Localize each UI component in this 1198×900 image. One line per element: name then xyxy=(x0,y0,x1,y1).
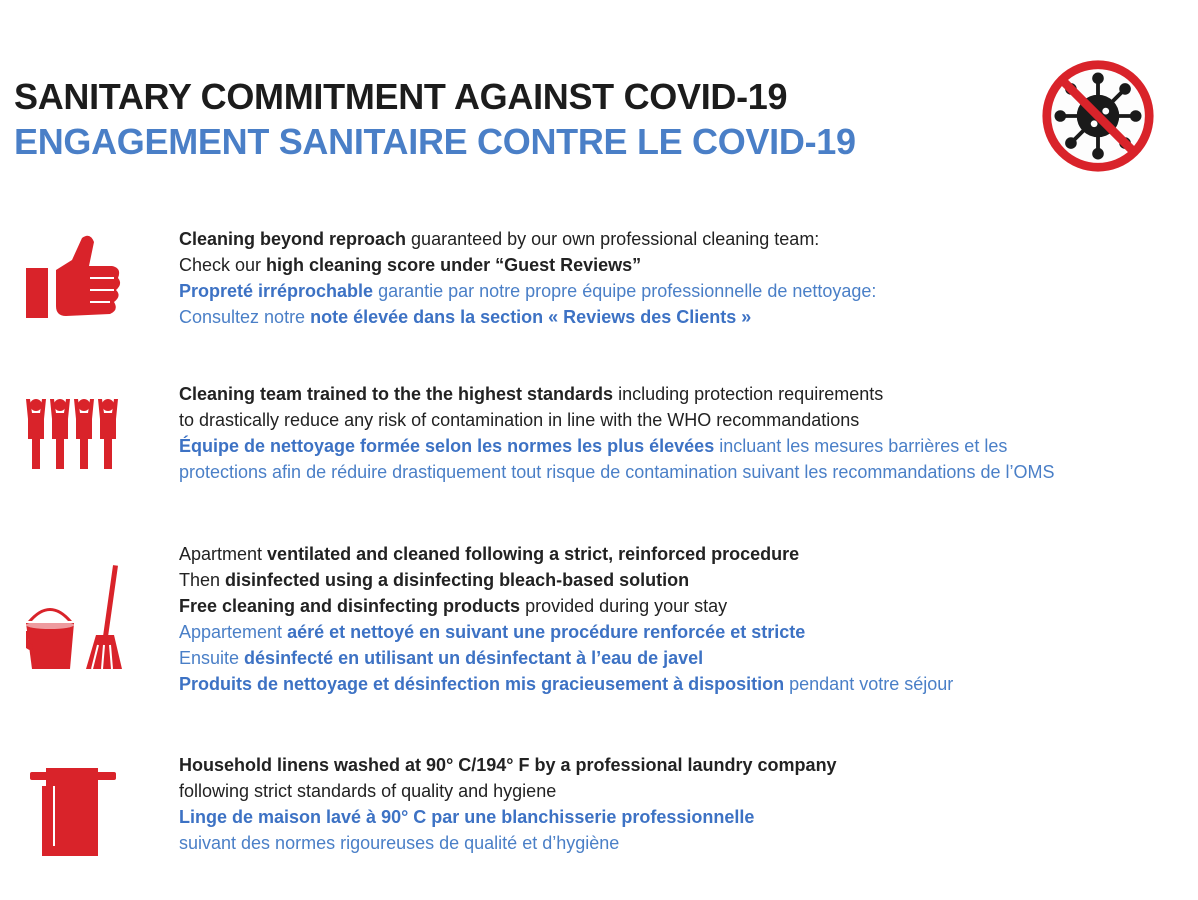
text-span: Apartment xyxy=(179,544,268,564)
text-bold: Cleaning team trained to the the highest standards xyxy=(179,384,614,404)
text-bold: Household linens washed at 90° C/194° F by a professional laundry company xyxy=(179,755,837,775)
text-bold: ventilated and cleaned following a strict, reinforced procedure xyxy=(267,544,800,564)
text-span: Consultez notre xyxy=(179,307,311,327)
text-line xyxy=(179,541,953,567)
text-line xyxy=(179,278,876,304)
text-line xyxy=(179,252,876,278)
text-span: including protection requirements xyxy=(613,384,884,404)
towel-icon xyxy=(30,762,118,858)
text-bold: high cleaning score under “Guest Reviews” xyxy=(266,255,642,275)
text-bold: Propreté irréprochable xyxy=(179,281,374,301)
text-line xyxy=(179,407,1054,433)
text-line xyxy=(179,830,837,856)
text-span: pendant votre séjour xyxy=(784,674,954,694)
title-english: SANITARY COMMITMENT AGAINST COVID-19 xyxy=(14,76,788,117)
text-line xyxy=(179,304,876,330)
bucket-mop-icon xyxy=(26,565,122,673)
text-bold: désinfecté en utilisant un désinfectant à l’eau de javel xyxy=(244,648,704,668)
text-line xyxy=(179,752,837,778)
text-line xyxy=(179,381,1054,407)
text-span: protections afin de réduire drastiquement tout risque de contamination suivant les recommandations de l’OMS xyxy=(179,462,1055,482)
text-bold: Linge de maison lavé à 90° C par une blanchisserie professionnelle xyxy=(179,807,755,827)
text-line xyxy=(179,593,953,619)
section-text xyxy=(179,541,953,697)
no-virus-icon xyxy=(1040,58,1156,174)
text-line xyxy=(179,459,1054,485)
text-span: guaranteed by our own professional cleaning team: xyxy=(406,229,820,249)
text-line xyxy=(179,671,953,697)
text-line xyxy=(179,645,953,671)
text-span: following strict standards of quality and hygiene xyxy=(179,781,557,801)
text-span: Ensuite xyxy=(179,648,245,668)
text-span: incluant les mesures barrières et les xyxy=(714,436,1008,456)
text-line xyxy=(179,778,837,804)
section-text xyxy=(179,226,876,330)
team-icon xyxy=(24,395,120,471)
text-line xyxy=(179,226,876,252)
text-line xyxy=(179,433,1054,459)
text-bold: disinfected using a disinfecting bleach-based solution xyxy=(225,570,690,590)
text-bold: Équipe de nettoyage formée selon les normes les plus élevées xyxy=(179,436,715,456)
text-line xyxy=(179,804,837,830)
text-bold: note élevée dans la section « Reviews des Clients » xyxy=(310,307,752,327)
text-line xyxy=(179,567,953,593)
text-span: provided during your stay xyxy=(520,596,728,616)
title-french: ENGAGEMENT SANITAIRE CONTRE LE COVID-19 xyxy=(14,121,856,162)
text-span: to drastically reduce any risk of contamination in line with the WHO recommandations xyxy=(179,410,860,430)
text-line xyxy=(179,619,953,645)
text-span: suivant des normes rigoureuses de qualité et d’hygiène xyxy=(179,833,620,853)
section-text xyxy=(179,381,1054,485)
section-text xyxy=(179,752,837,856)
text-bold: Cleaning beyond reproach xyxy=(179,229,407,249)
text-span: Then xyxy=(179,570,226,590)
text-span: garantie par notre propre équipe professionnelle de nettoyage: xyxy=(373,281,877,301)
text-bold: aéré et nettoyé en suivant une procédure renforcée et stricte xyxy=(287,622,806,642)
text-span: Appartement xyxy=(179,622,288,642)
thumbs-up-icon xyxy=(26,234,122,326)
text-bold: Produits de nettoyage et désinfection mis gracieusement à disposition xyxy=(179,674,785,694)
text-bold: Free cleaning and disinfecting products xyxy=(179,596,521,616)
text-span: Check our xyxy=(179,255,267,275)
